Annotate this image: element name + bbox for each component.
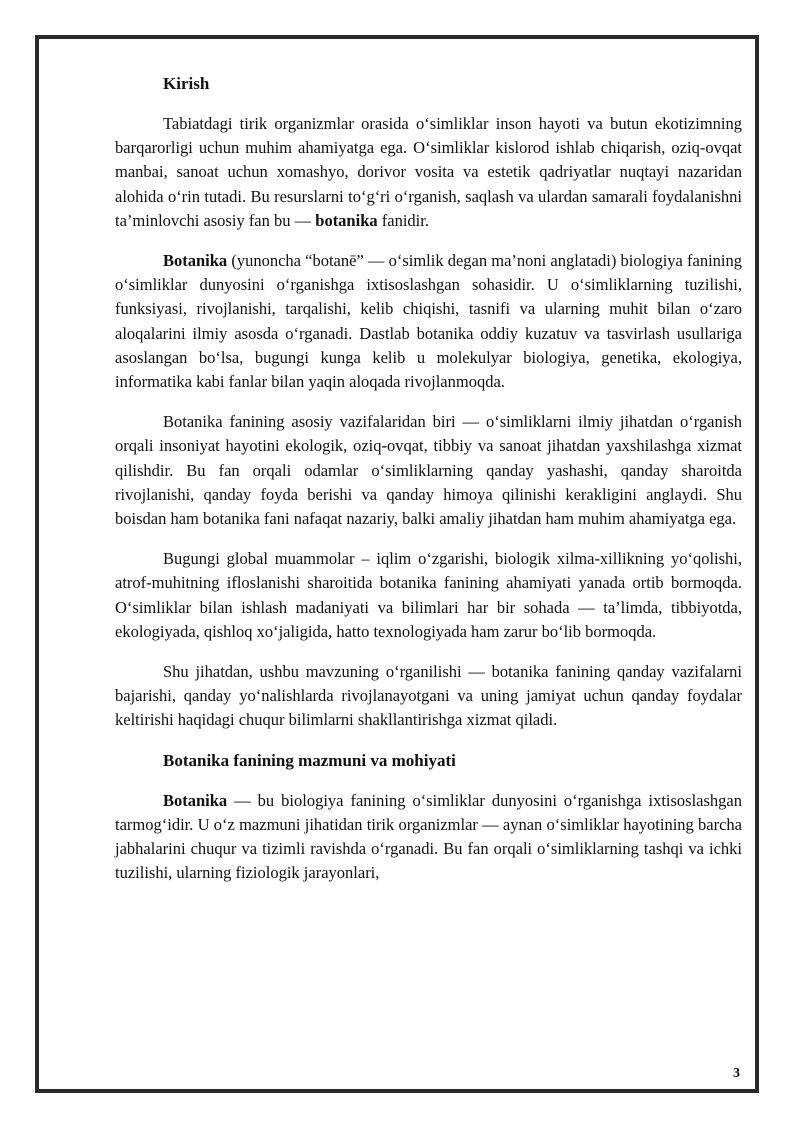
page-number: 3 [733, 1066, 740, 1081]
paragraph-6 [115, 789, 742, 886]
paragraph-2-text: (yunoncha “botanē” — o‘simlik degan ma’noni anglatadi) biologiya fanining o‘simliklar dunyosini o‘rganishga ixtisoslashgan sohasidir. U o‘simliklarning tuzilishi, funksiyasi, rivojlanishi, tarqalishi, kelib chiqishi, tasnifi va ularning muhit bilan o‘zaro aloqalarini ilmiy asosda o‘rganadi. Dastlab botanika oddiy kuzatuv va tasvirlash usullariga asoslangan bo‘lsa, bugungi kunga kelib u molekulyar biologiya, genetika, ekologiya, informatika kabi fanlar bilan yaqin aloqada rivojlanmoqda. [115, 251, 742, 392]
paragraph-3: Botanika fanining asosiy vazifalaridan biri — o‘simliklarni ilmiy jihatdan o‘rganish orqali insoniyat hayotini ekologik, oziq-ovqat, tibbiy va sanoat jihatdan yaxshilashga xizmat qilishdir. Bu fan orqali odamlar o‘simliklarning qanday yashashi, qanday sharoitda rivojlanishi, qanday foyda berishi va qanday himoya qilinishi kerakligini anglaydi. Shu boisdan ham botanika fani nafaqat nazariy, balki amaliy jihatdan ham muhim ahamiyatga ega. [115, 412, 742, 529]
paragraph-5: Shu jihatdan, ushbu mavzuning o‘rganilishi — botanika fanining qanday vazifalarni bajarishi, qanday yo‘nalishlarda rivojlanayotgani va uning jamiyat uchun qanday foydalar keltirishi haqidagi chuqur bilimlarni shakllantirishga xizmat qiladi. [115, 662, 742, 730]
section-heading-kirish: Kirish [163, 74, 210, 93]
paragraph-6-text: — bu biologiya fanining o‘simliklar dunyosini o‘rganishga ixtisoslashgan tarmog‘idir. U o‘z mazmuni jihatidan tirik organizmlar — aynan o‘simliklar hayotining barcha jabhalarini chuqur va tizimli ravishda o‘rganadi. Bu fan orqali o‘simliklarning tashqi va ichki tuzilishi, ularning fiziologik jarayonlari, [115, 790, 742, 883]
paragraph-1 [115, 112, 742, 233]
paragraph-6-bold-term: Botanika [163, 790, 228, 810]
paragraph-4: Bugungi global muammolar – iqlim o‘zgarishi, biologik xilma-xillikning yo‘qolishi, atrof-muhitning ifloslanishi sharoitida botanika fanining ahamiyati yanada ortib bormoqda. O‘simliklar bilan ishlash madaniyati va bilimlari har bir sohada — ta’limda, tibbiyotda, ekologiyada, qishloq xo‘jaligida, hatto texnologiyada ham zarur bo‘lib bormoqda. [115, 549, 742, 641]
paragraph-2-bold-term: Botanika [163, 251, 228, 271]
document-body [115, 72, 742, 901]
paragraph-2 [115, 249, 742, 394]
paragraph-1-tail: fanidir. [377, 210, 429, 230]
paragraph-1-bold-term: botanika [315, 210, 378, 230]
paragraph-1-text: Tabiatdagi tirik organizmlar orasida o‘simliklar inson hayoti va butun ekotizimning barqarorligi uchun muhim ahamiyatga ega. O‘simliklar kislorod ishlab chiqarish, oziq-ovqat manbai, sanoat uchun xomashyo, dorivor vosita va estetik qadriyatlar nuqtayi nazaridan alohida o‘rin tutadi. Bu resurslarni to‘g‘ri o‘rganish, saqlash va ulardan samarali foydalanishni ta’minlovchi asosiy fan bu — [115, 114, 742, 230]
section-heading-mazmuni: Botanika fanining mazmuni va mohiyati [163, 750, 456, 770]
